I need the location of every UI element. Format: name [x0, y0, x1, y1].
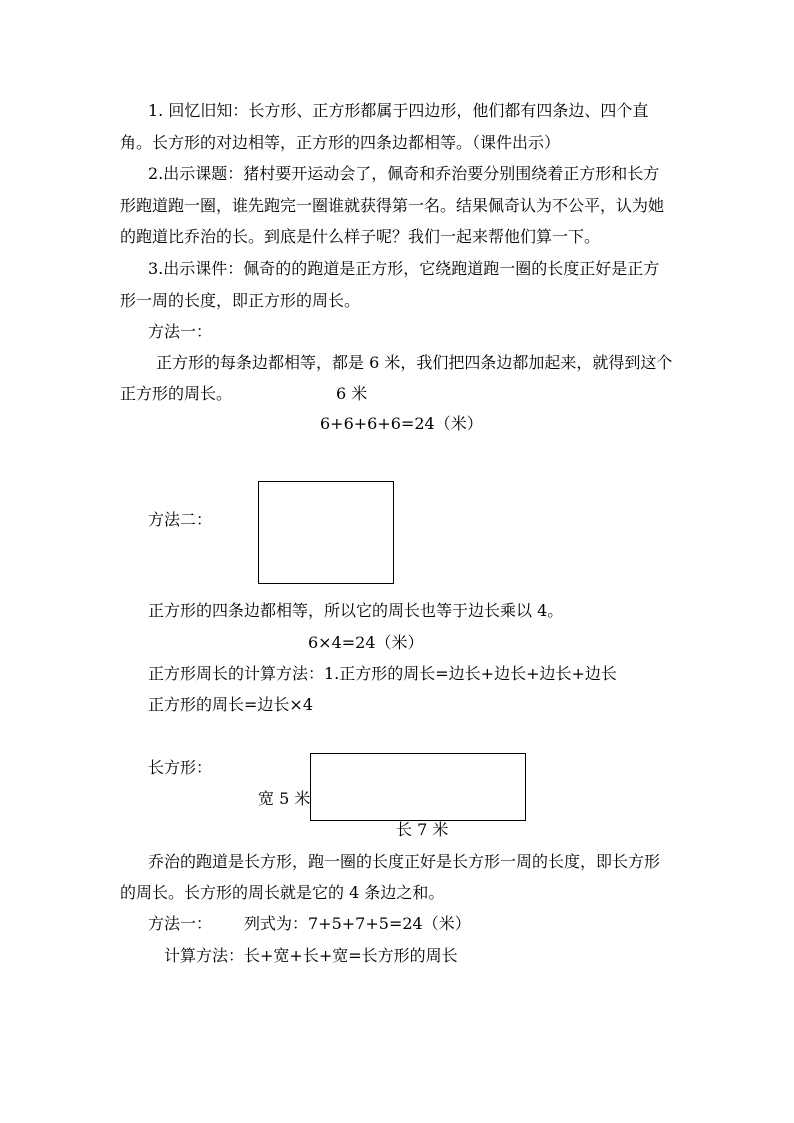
square-method-two-label: 方法二： [148, 510, 213, 529]
intro-paragraph-line-2: 角。长方形的对边相等，正方形的四条边都相等。（课件出示） [120, 133, 561, 152]
rectangle-diagram [310, 753, 526, 821]
topic-paragraph-line-3: 的跑道比乔治的长。到底是什么样子呢？我们一起来帮他们算一下。 [120, 227, 601, 246]
rectangle-description-line-2: 的周长。长方形的周长就是它的 4 条边之和。 [120, 883, 445, 902]
rectangle-width-label: 宽 5 米 [258, 789, 311, 808]
square-calc-method-line-1: 正方形周长的计算方法：1.正方形的周长=边长+边长+边长+边长 [148, 664, 617, 683]
square-side-label: 6 米 [336, 384, 368, 403]
rectangle-description-line-1: 乔治的跑道是长方形，跑一圈的长度正好是长方形一周的长度，即长方形 [148, 852, 661, 871]
rectangle-length-label: 长 7 米 [396, 820, 449, 839]
intro-paragraph-line-1: 1. 回忆旧知：长方形、正方形都属于四边形，他们都有四条边、四个直 [148, 101, 649, 120]
rectangle-calc-method: 计算方法：长+宽+长+宽=长方形的周长 [164, 946, 458, 965]
topic-paragraph-line-2: 形跑道跑一圈，谁先跑完一圈谁就获得第一名。结果佩奇认为不公平，认为她 [120, 196, 665, 215]
square-description-line-2: 正方形的周长。 [120, 384, 233, 403]
courseware-paragraph-line-2: 形一周的长度，即正方形的周长。 [120, 291, 361, 310]
topic-paragraph-line-1: 2.出示课题：猪村要开运动会了，佩奇和乔治要分别围绕着正方形和长方 [148, 164, 660, 183]
square-calc-method-line-2: 正方形的周长=边长×4 [148, 695, 313, 714]
square-diagram [258, 481, 394, 584]
rectangle-section-label: 长方形： [148, 758, 213, 777]
square-sum-formula: 6+6+6+6=24（米） [320, 414, 483, 433]
rectangle-sum-formula: 列式为：7+5+7+5=24（米） [244, 914, 471, 933]
courseware-paragraph-line-1: 3.出示课件：佩奇的的跑道是正方形，它绕跑道跑一圈的长度正好是正方 [148, 259, 660, 278]
rectangle-method-one-label: 方法一： [148, 914, 213, 933]
square-description-2: 正方形的四条边都相等，所以它的周长也等于边长乘以 4。 [148, 601, 564, 620]
square-method-one-label: 方法一： [148, 322, 213, 341]
square-description-line-1: 正方形的每条边都相等，都是 6 米，我们把四条边都加起来，就得到这个 [156, 353, 673, 372]
square-multiply-formula: 6×4=24（米） [308, 633, 424, 652]
